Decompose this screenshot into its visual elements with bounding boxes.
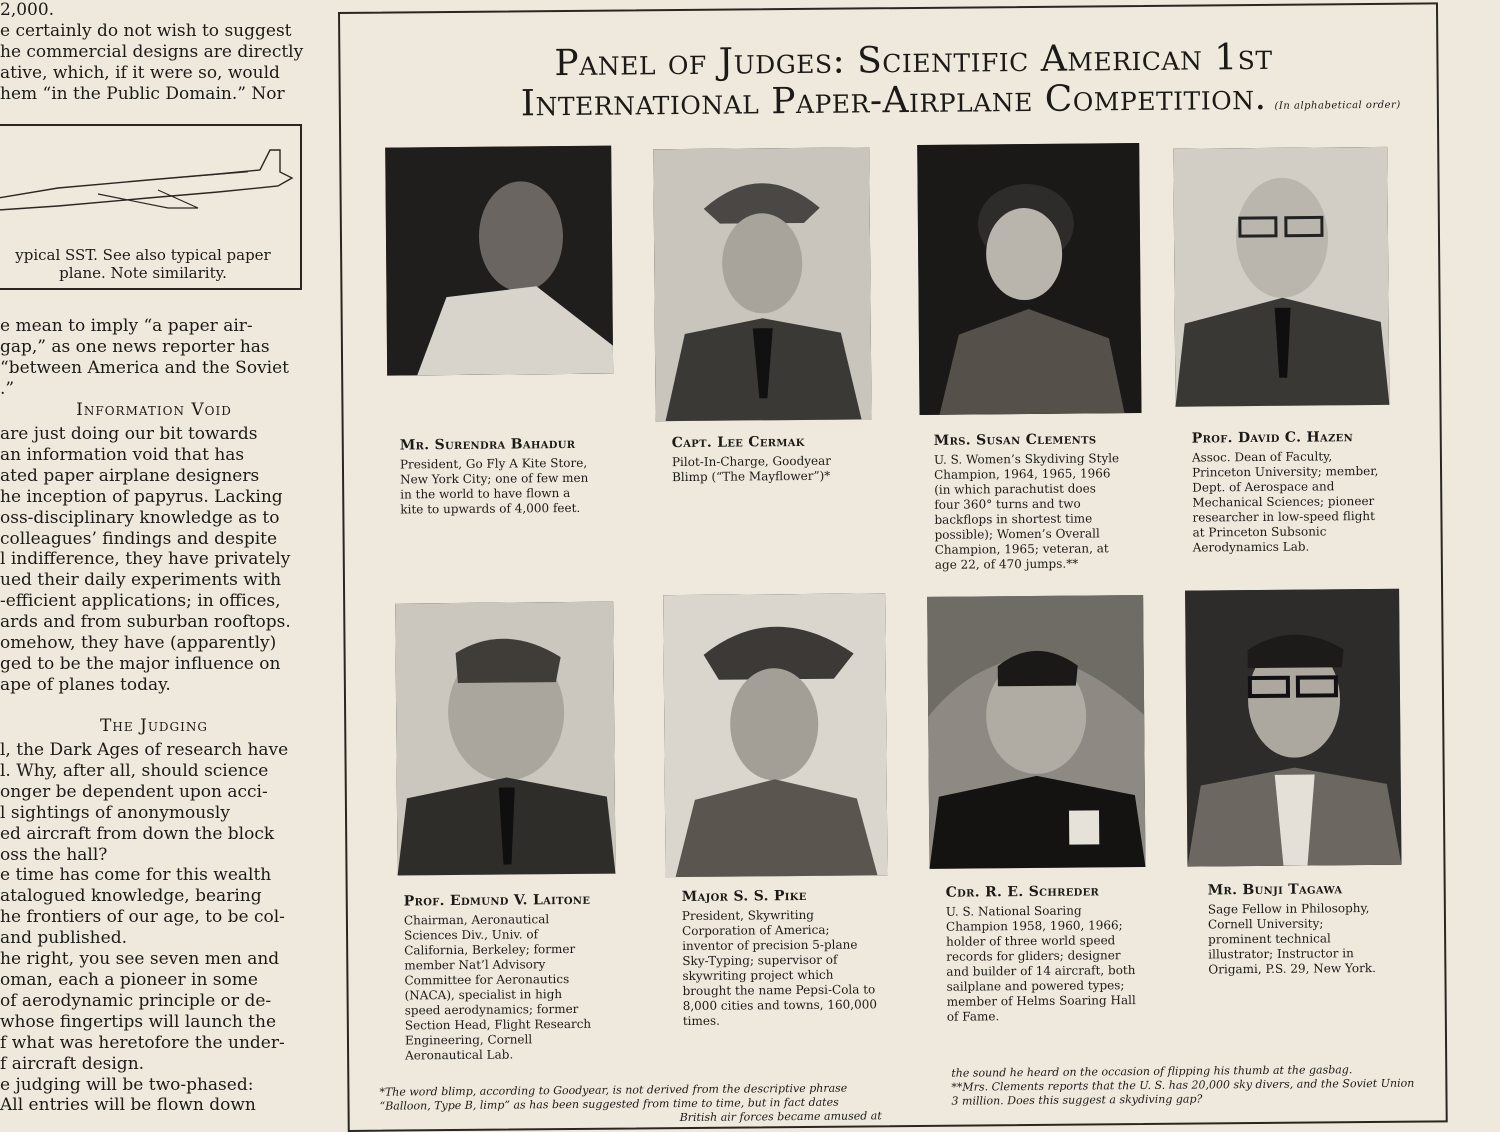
- text-line: gap,” as one news reporter has: [0, 336, 270, 357]
- judge-photo-clements: [917, 143, 1141, 415]
- panel-title-line2: International Paper-Airplane Competition.: [520, 76, 1267, 125]
- text-line: onger be dependent upon acci-: [0, 781, 268, 802]
- text-line: ards and from suburban rooftops.: [0, 612, 291, 633]
- footnote-line: **Mrs. Clements reports that the U. S. has 20,000 sky divers, and the Soviet Union: [951, 1076, 1415, 1094]
- text-line: l, the Dark Ages of research have: [0, 740, 289, 760]
- footnote-line: 3 million. Does this suggest a skydiving gap?: [951, 1092, 1203, 1108]
- text-line: he commercial designs are directly: [0, 41, 304, 62]
- panel-title-note: (In alphabetical order): [1274, 99, 1401, 112]
- judge-name-bahadur: Mr. Surendra Bahadur: [399, 435, 576, 454]
- judge-name-cermak: Capt. Lee Cermak: [671, 433, 805, 452]
- text-line: and published.: [0, 928, 127, 949]
- text-line: he frontiers of our age, to be col-: [0, 907, 285, 928]
- judge-bio-cermak: Pilot-In-Charge, Goodyear Blimp (“The Mayflower”)*: [671, 453, 832, 485]
- text-line: f what was heretofore the under-: [0, 1032, 285, 1053]
- judge-photo-laitone: [395, 602, 615, 876]
- text-line: 2,000.: [0, 0, 55, 20]
- judge-name-laitone: Prof. Edmund V. Laitone: [403, 891, 591, 910]
- article-paragraph-the-judging: [0, 740, 308, 1116]
- left-article-column: [0, 0, 312, 1125]
- text-line: oss-disciplinary knowledge as to: [0, 507, 280, 528]
- text-line: l. Why, after all, should science: [0, 760, 269, 781]
- judge-photo-hazen: [1173, 147, 1389, 407]
- text-line: atalogued knowledge, bearing: [0, 886, 262, 907]
- judge-bio-laitone: Chairman, Aeronautical Sciences Div., Univ. of California, Berkeley; former member Nat’l Advisory Committee for Aeronautics (NACA), specialist in high speed aerodynamics; former Section Head, Flight Research Engineering, Cornell Aeronautical Lab.: [403, 912, 592, 1063]
- judge-photo-tagawa: [1185, 589, 1401, 867]
- text-line: ed aircraft from down the block: [0, 823, 275, 844]
- judge-photo-cermak: [653, 147, 871, 421]
- judge-name-clements: Mrs. Susan Clements: [933, 431, 1097, 449]
- judge-bio-bahadur: President, Go Fly A Kite Store, New York City; one of few men in the world to have flown a kite to upwards of 4,000 feet.: [399, 455, 589, 517]
- judge-bio-schreder: U. S. National Soaring Champion 1958, 1960, 1966; holder of three world speed records for gliders; designer and builder of 14 aircraft, both sailplane and powered types; member of Helms Soaring Hall of Fame.: [945, 903, 1136, 1024]
- text-line: ape of planes today.: [0, 674, 171, 695]
- sst-airplane-drawing: [0, 136, 298, 236]
- judge-photo-pike: [663, 593, 887, 877]
- article-paragraph-gap: [0, 316, 308, 400]
- text-line: e certainly do not wish to suggest: [0, 20, 292, 41]
- text-line: e judging will be two-phased:: [0, 1074, 254, 1095]
- judge-name-pike: Major S. S. Pike: [681, 887, 807, 906]
- text-line: All entries will be flown down: [0, 1095, 256, 1116]
- text-line: an information void that has: [0, 444, 245, 465]
- panel-title-line1: Panel of Judges: Scientific American 1st: [554, 36, 1273, 85]
- footnote-line: British air forces became amused at: [679, 1109, 882, 1125]
- judge-bio-hazen: Assoc. Dean of Faculty, Princeton University; member, Dept. of Aerospace and Mechanical Sciences; pioneer researcher in low-speed flight at Princeton Subsonic Aerodynamics Lab.: [1191, 449, 1379, 555]
- judge-name-schreder: Cdr. R. E. Schreder: [945, 883, 1100, 901]
- text-line: ated paper airplane designers: [0, 465, 260, 486]
- text-line: .”: [0, 378, 15, 399]
- text-line: e mean to imply “a paper air-: [0, 316, 253, 336]
- article-paragraph-information-void: [0, 424, 308, 696]
- text-line: of aerodynamic principle or de-: [0, 990, 272, 1011]
- section-heading-information-void: Information Void: [76, 400, 232, 420]
- text-line: he right, you see seven men and: [0, 949, 280, 970]
- text-line: ued their daily experiments with: [0, 570, 282, 591]
- footnote-skydiving: [951, 1063, 1421, 1109]
- footnote-line: the sound he heard on the occasion of flipping his thumb at the gasbag.: [951, 1063, 1353, 1080]
- text-line: ative, which, if it were so, would: [0, 62, 280, 83]
- text-line: he inception of papyrus. Lacking: [0, 486, 283, 507]
- footnote-line: “Balloon, Type B, limp” as has been suggested from time to time, but in fact dates: [379, 1095, 839, 1113]
- judge-bio-tagawa: Sage Fellow in Philosophy, Cornell University; prominent technical illustrator; Instructor in Origami, P.S. 29, New York.: [1207, 901, 1376, 977]
- text-line: -efficient applications; in offices,: [0, 591, 281, 612]
- text-line: l indifference, they have privately: [0, 549, 291, 570]
- judge-name-hazen: Prof. David C. Hazen: [1191, 429, 1354, 447]
- text-line: are just doing our bit towards: [0, 424, 258, 444]
- judge-photo-schreder: [927, 595, 1145, 869]
- text-line: ged to be the major influence on: [0, 653, 281, 674]
- article-paragraph-top: [0, 0, 308, 105]
- text-line: l sightings of anonymously: [0, 802, 230, 823]
- panel-title: [520, 37, 1401, 134]
- judges-panel: [338, 2, 1448, 1132]
- judge-name-tagawa: Mr. Bunji Tagawa: [1207, 881, 1343, 899]
- judge-bio-clements: U. S. Women’s Skydiving Style Champion, 1964, 1965, 1966 (in which parachutist does four 360° turns and two backflops in shortest time possible); Women’s Overall Champion, 1965; veteran, at age 22, of 470 jumps.**: [933, 451, 1120, 572]
- judge-photo-bahadur: [385, 146, 613, 376]
- text-line: whose fingertips will launch the: [0, 1011, 277, 1032]
- text-line: f aircraft design.: [0, 1053, 145, 1074]
- text-line: e time has come for this wealth: [0, 865, 272, 886]
- panel-title-line2-wrap: [521, 77, 1401, 134]
- judge-bio-pike: President, Skywriting Corporation of America; inventor of precision 5-plane Sky-Typing; supervisor of skywriting project which brought the name Pepsi-Cola to 8,000 cities and towns, 160,000 times.: [681, 907, 878, 1029]
- text-line: omehow, they have (apparently): [0, 633, 277, 654]
- text-line: hem “in the Public Domain.” Nor: [0, 83, 285, 104]
- footnote-blimp: [379, 1081, 899, 1128]
- figure-caption: ypical SST. See also typical paper plane. Note similarity.: [15, 246, 271, 282]
- text-line: “between America and the Soviet: [0, 357, 289, 378]
- sst-figure-box: [0, 124, 302, 290]
- text-line: oss the hall?: [0, 844, 108, 865]
- footnote-line: *The word blimp, according to Goodyear, is not derived from the descriptive phrase: [379, 1081, 848, 1099]
- text-line: oman, each a pioneer in some: [0, 969, 258, 990]
- section-heading-the-judging: The Judging: [100, 716, 208, 736]
- text-line: colleagues’ findings and despite: [0, 528, 278, 549]
